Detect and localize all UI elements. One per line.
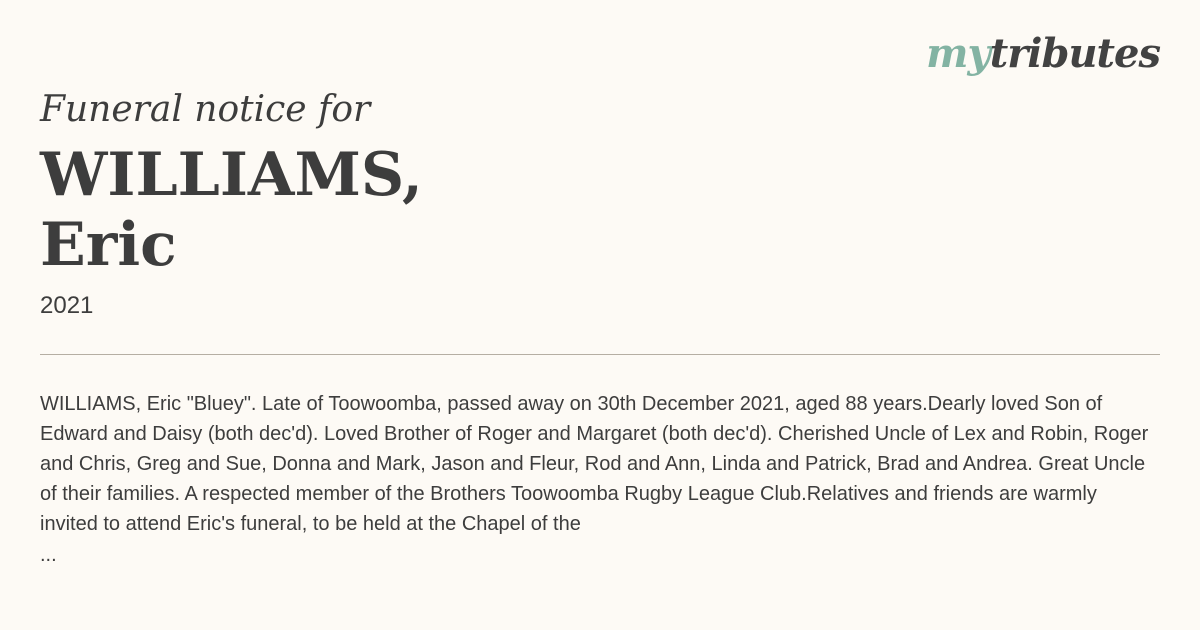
notice-text: WILLIAMS, Eric "Bluey". Late of Toowoomba, passed away on 30th December 2021, aged 88 years.Dearly loved Son of Edward and Daisy (both dec'd). Loved Brother of Roger and Margaret (both dec'd). Cherished Uncle of Lex and Robin, Roger and Chris, Greg and Sue, Donna and Mark, Jason and Fleur, Rod and Ann, Linda and Patrick, Brad and Andrea. Great Uncle of their families. A respected member of the Brothers Toowoomba Rugby League Club.Relatives and friends are warmly invited to attend Eric's funeral, to be held at the Chapel of the	[40, 393, 1149, 535]
logo-my-text: my	[926, 30, 990, 77]
notice-subtitle: Funeral notice for	[40, 89, 371, 130]
divider	[40, 354, 1160, 355]
notice-year: 2021	[40, 292, 94, 319]
notice-ellipsis: ...	[40, 544, 57, 566]
mytributes-logo	[926, 30, 1160, 77]
logo-tributes-text: tributes	[989, 30, 1160, 77]
deceased-surname: WILLIAMS,	[40, 140, 423, 210]
deceased-name	[40, 140, 423, 280]
deceased-given-name: Eric	[40, 210, 177, 280]
notice-body	[40, 389, 1160, 539]
